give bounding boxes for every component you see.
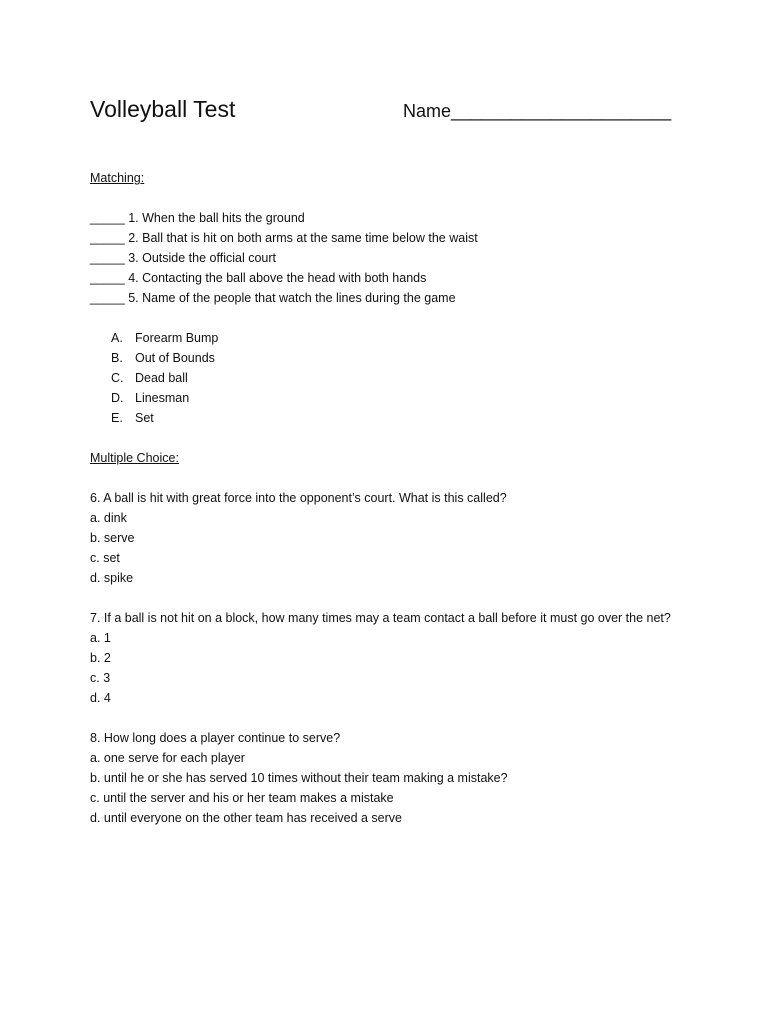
matching-item-3: _____ 3. Outside the official court	[90, 251, 276, 265]
answer-option: a. one serve for each player	[90, 751, 245, 765]
matching-option-a	[111, 328, 690, 348]
question-6	[90, 488, 690, 588]
question-7	[90, 608, 690, 708]
answer-option: b. serve	[90, 531, 135, 545]
answer-option: b. until he or she has served 10 times without their team making a mistake?	[90, 771, 508, 785]
matching-item-5: _____ 5. Name of the people that watch the lines during the game	[90, 291, 456, 305]
option-letter: D.	[111, 391, 124, 405]
option-letter: C.	[111, 371, 124, 385]
answer-option: c. set	[90, 551, 120, 565]
test-content	[90, 168, 690, 828]
option-text: Out of Bounds	[135, 351, 215, 365]
matching-item-1: _____ 1. When the ball hits the ground	[90, 211, 305, 225]
answer-option: a. 1	[90, 631, 111, 645]
option-text: Forearm Bump	[135, 331, 219, 345]
matching-option-e	[111, 408, 690, 428]
matching-option-c	[111, 368, 690, 388]
matching-items	[90, 208, 690, 308]
answer-option: a. dink	[90, 511, 127, 525]
answer-option: b. 2	[90, 651, 111, 665]
option-letter: B.	[111, 351, 123, 365]
matching-option-b	[111, 348, 690, 368]
matching-item-4: _____ 4. Contacting the ball above the head with both hands	[90, 271, 427, 285]
answer-option: d. spike	[90, 571, 134, 585]
answer-option: c. 3	[90, 671, 111, 685]
page-title: Volleyball Test	[90, 96, 236, 122]
option-letter: E.	[111, 411, 123, 425]
matching-heading: Matching:	[90, 171, 145, 185]
option-text: Set	[135, 411, 154, 425]
question-text: 8. How long does a player continue to serve?	[90, 731, 341, 745]
question-text: 6. A ball is hit with great force into the opponent’s court. What is this called?	[90, 491, 507, 505]
question-text: 7. If a ball is not hit on a block, how many times may a team contact a ball before it must go over the net?	[90, 611, 671, 625]
option-letter: A.	[111, 331, 123, 345]
option-text: Linesman	[135, 391, 190, 405]
answer-option: d. 4	[90, 691, 111, 705]
answer-option: d. until everyone on the other team has received a serve	[90, 811, 402, 825]
question-8	[90, 728, 690, 828]
matching-options	[90, 328, 690, 428]
multiple-choice-heading: Multiple Choice:	[90, 451, 179, 465]
header	[90, 94, 690, 128]
answer-option: c. until the server and his or her team makes a mistake	[90, 791, 394, 805]
option-text: Dead ball	[135, 371, 188, 385]
name-field: Name______________________	[403, 101, 672, 121]
matching-item-2: _____ 2. Ball that is hit on both arms at the same time below the waist	[90, 231, 478, 245]
matching-option-d	[111, 388, 690, 408]
